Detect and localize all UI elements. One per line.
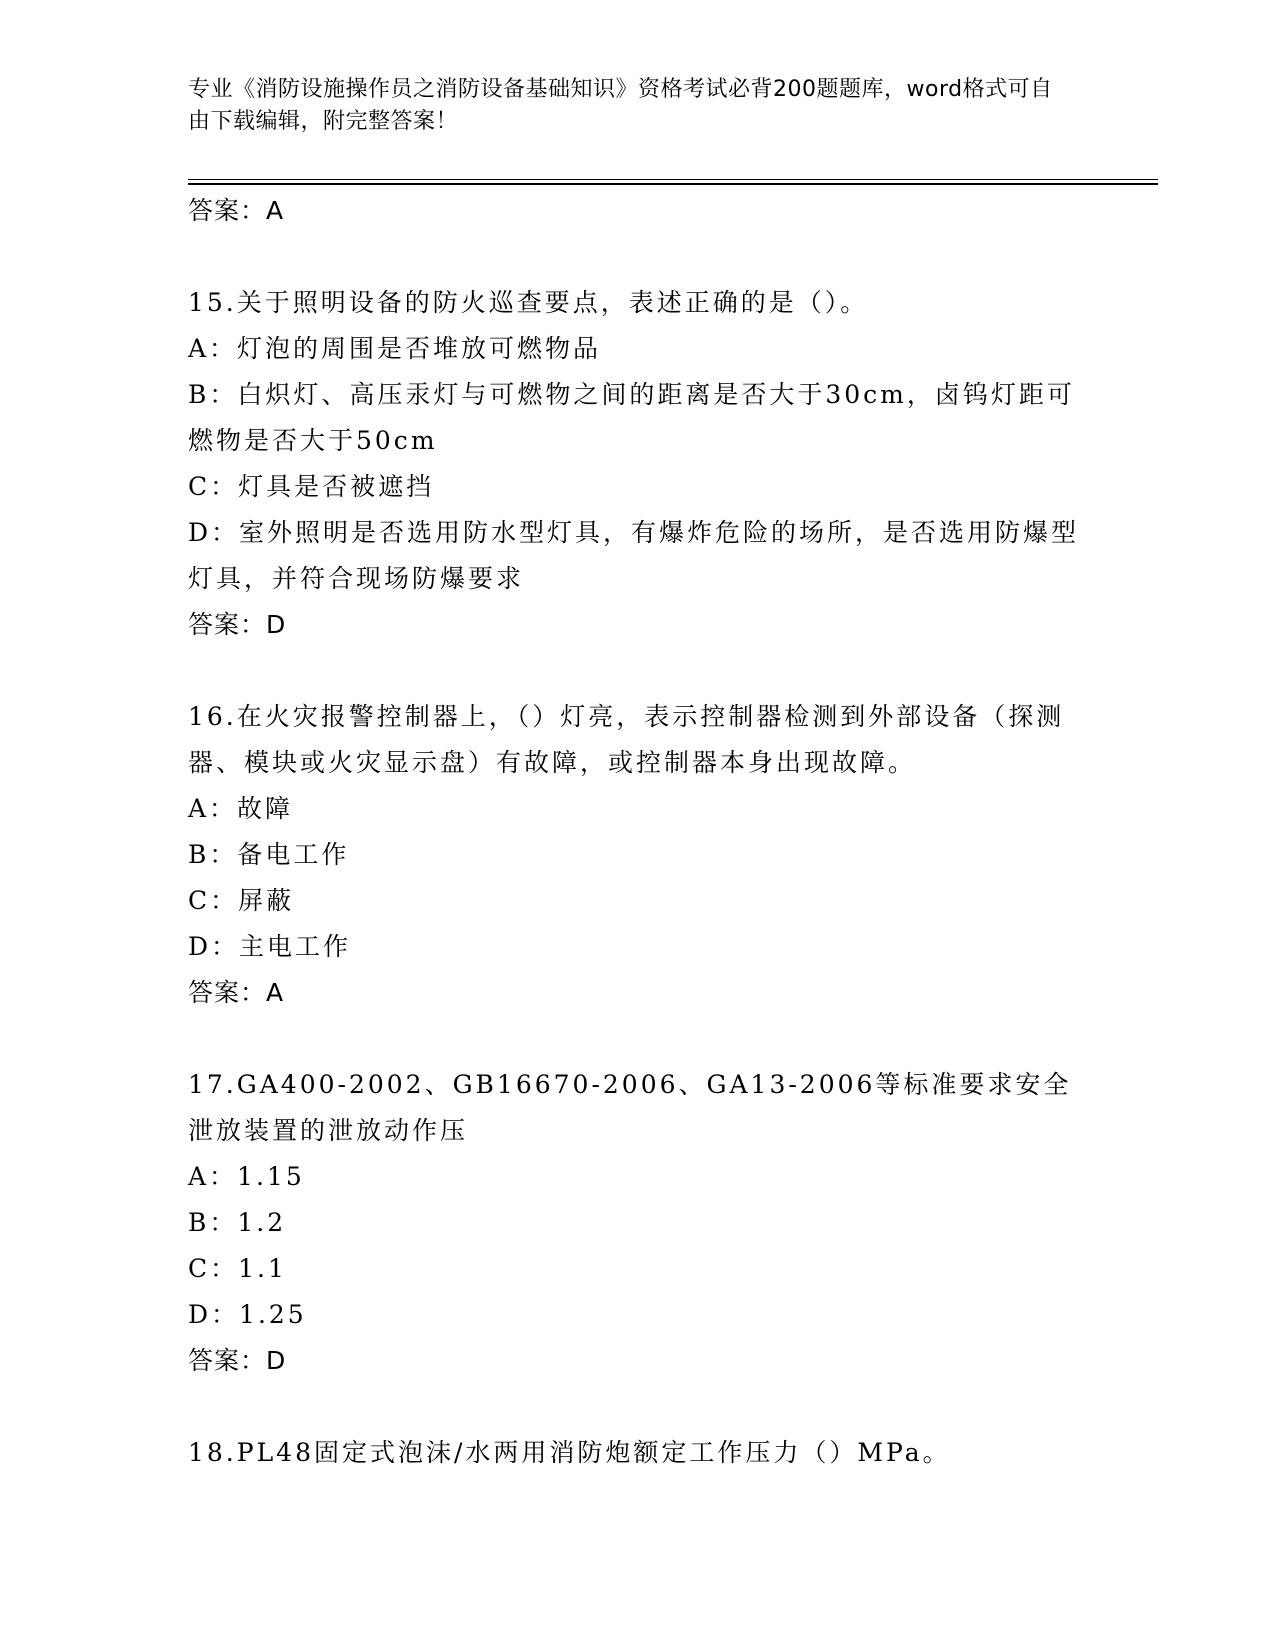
question-18	[188, 1430, 1088, 1476]
spacer	[188, 1016, 1088, 1062]
option-a: A：1.15	[188, 1162, 305, 1191]
header-divider-thin	[188, 179, 1158, 180]
option-c: C：灯具是否被遮挡	[188, 472, 435, 501]
question-stem: 18.PL48固定式泡沫/水两用消防炮额定工作压力（）MPa。	[188, 1438, 951, 1467]
option-b: B：1.2	[188, 1208, 287, 1237]
question-stem: 17.GA400-2002、GB16670-2006、GA13-2006等标准要求安全泄放装置的泄放动作压	[188, 1070, 1072, 1145]
answer: 答案：D	[188, 1346, 287, 1375]
spacer	[188, 648, 1088, 694]
option-a: A：故障	[188, 794, 294, 823]
header-divider-thick	[188, 183, 1158, 185]
option-b: B：备电工作	[188, 840, 350, 869]
question-17	[188, 1062, 1088, 1384]
document-body	[188, 188, 1088, 1476]
previous-answer: 答案：A	[188, 196, 285, 225]
spacer	[188, 234, 1088, 280]
option-d: D：主电工作	[188, 932, 352, 961]
option-c: C：1.1	[188, 1254, 287, 1283]
answer: 答案：A	[188, 978, 285, 1007]
spacer	[188, 1384, 1088, 1430]
question-stem: 15.关于照明设备的防火巡查要点，表述正确的是（）。	[188, 288, 869, 317]
option-b: B：白炽灯、高压汞灯与可燃物之间的距离是否大于30cm，卤钨灯距可燃物是否大于50cm	[188, 380, 1075, 455]
option-d: D：1.25	[188, 1300, 307, 1329]
answer: 答案：D	[188, 610, 287, 639]
option-c: C：屏蔽	[188, 886, 295, 915]
option-a: A：灯泡的周围是否堆放可燃物品	[188, 334, 602, 363]
question-15	[188, 280, 1088, 648]
question-stem: 16.在火灾报警控制器上，（）灯亮，表示控制器检测到外部设备（探测器、模块或火灾显示盘）有故障，或控制器本身出现故障。	[188, 702, 1065, 777]
document-header: 专业《消防设施操作员之消防设备基础知识》资格考试必背200题题库，word格式可自由下载编辑，附完整答案！	[188, 77, 1053, 134]
question-16	[188, 694, 1088, 1016]
option-d: D：室外照明是否选用防水型灯具，有爆炸危险的场所，是否选用防爆型灯具，并符合现场防爆要求	[188, 518, 1080, 593]
